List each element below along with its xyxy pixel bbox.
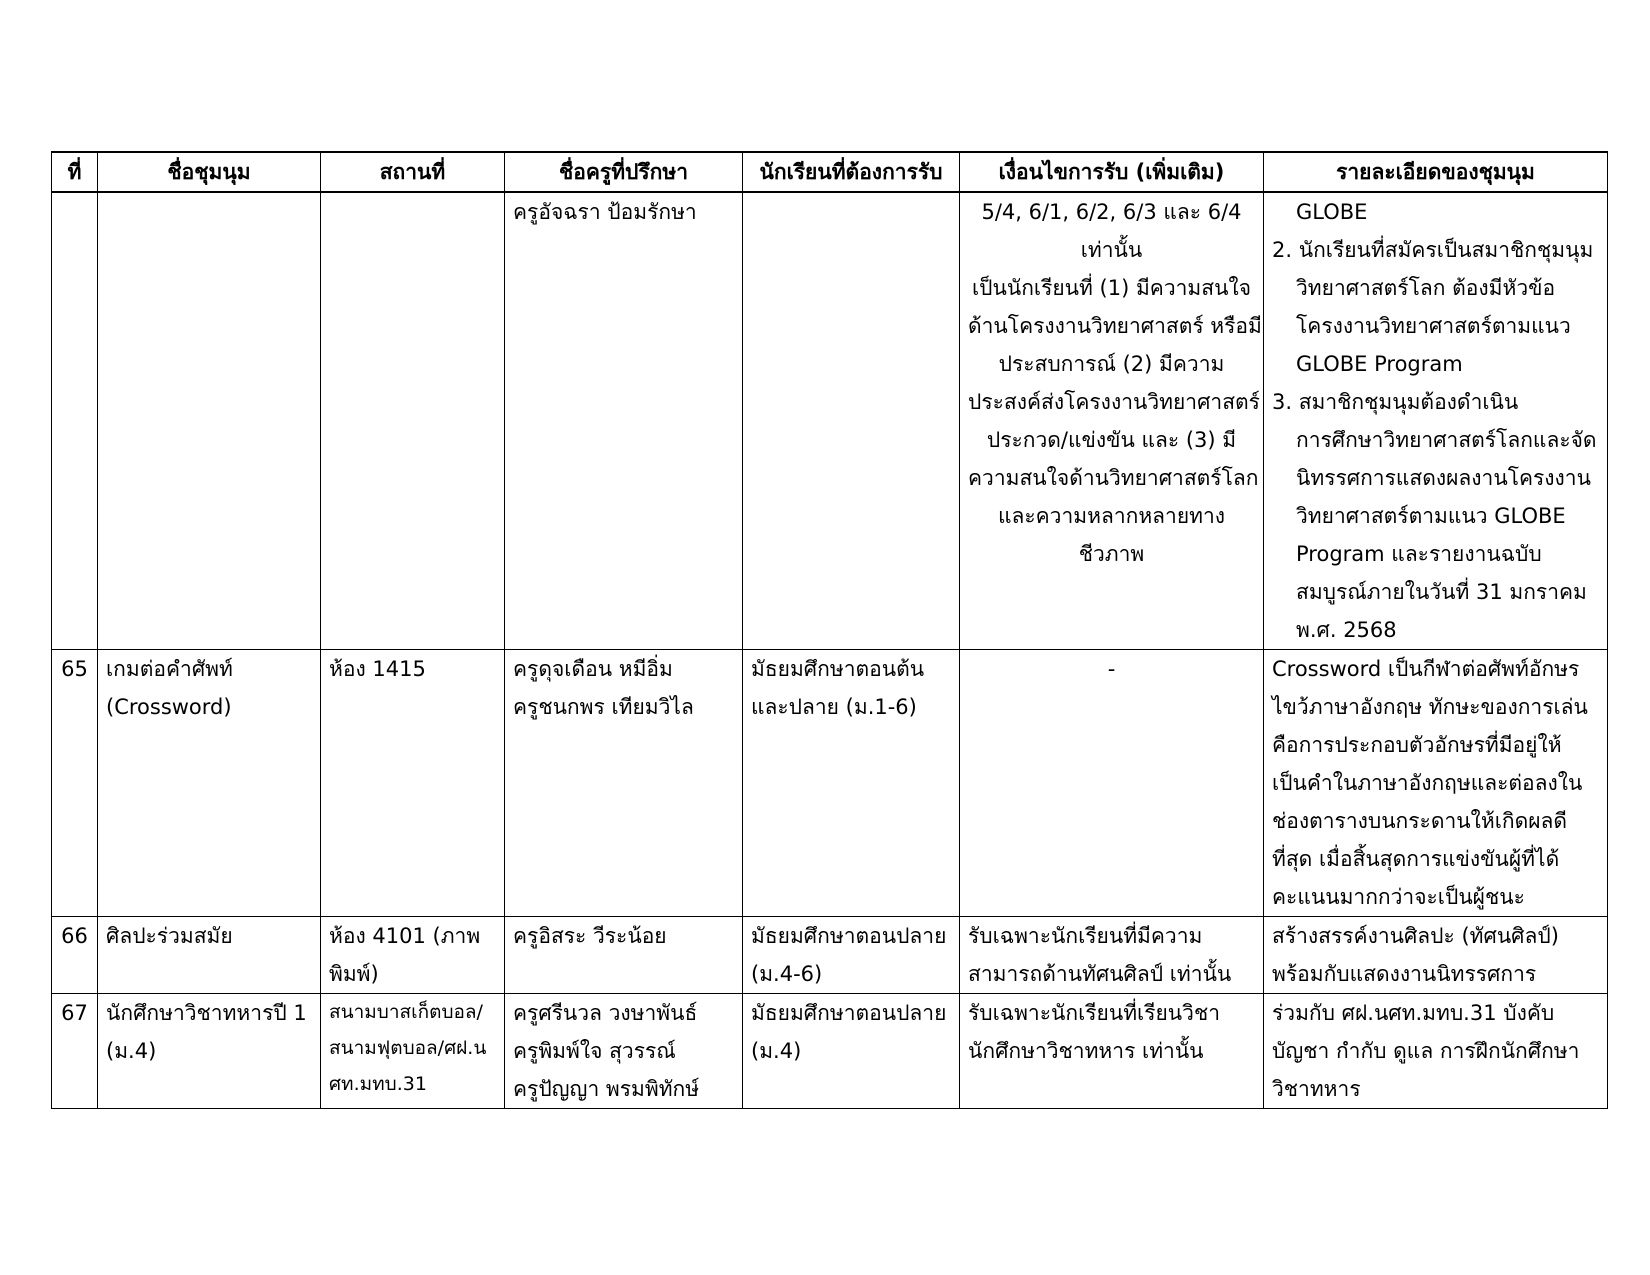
header-conditions: เงื่อนไขการรับ (เพิ่มเติม) <box>960 152 1264 192</box>
header-students: นักเรียนที่ต้องการรับ <box>743 152 960 192</box>
cell-place <box>321 917 505 994</box>
detail-line: คะแนนมากกว่าจะเป็นผู้ชนะ <box>1272 885 1525 909</box>
detail-line: 3. สมาชิกชุมนุมต้องดำเนิน <box>1272 390 1519 414</box>
condition-line: รับเฉพาะนักเรียนที่มีความ <box>968 924 1203 948</box>
condition-line: ประสบการณ์ (2) มีความ <box>998 352 1225 376</box>
cell-conditions <box>960 192 1264 650</box>
detail-line: ร่วมกับ ศฝ.นศท.มทบ.31 บังคับ <box>1272 1001 1555 1025</box>
cell-details <box>1264 917 1608 994</box>
detail-line: Program และรายงานฉบับ <box>1296 542 1542 566</box>
cell-conditions <box>960 650 1264 917</box>
cell-students <box>743 650 960 917</box>
header-advisors: ชื่อครูที่ปรึกษา <box>505 152 743 192</box>
condition-line: สามารถด้านทัศนศิลป์ เท่านั้น <box>968 962 1232 986</box>
detail-line: ไขว้ภาษาอังกฤษ ทักษะของการเล่น <box>1272 695 1588 719</box>
advisor-line: ครูศรีนวล วงษาพันธ์ <box>513 1001 698 1025</box>
header-place: สถานที่ <box>321 152 505 192</box>
detail-line: พร้อมกับแสดงงานนิทรรศการ <box>1272 962 1537 986</box>
advisor-line: ครูอัจฉรา ป้อมรักษา <box>513 200 697 224</box>
header-club-name: ชื่อชุมนุม <box>98 152 321 192</box>
cell-no: 65 <box>52 650 98 917</box>
detail-line: วิชาทหาร <box>1272 1077 1361 1101</box>
cell-advisors <box>505 917 743 994</box>
cell-advisors <box>505 650 743 917</box>
cell-club-name <box>98 192 321 650</box>
club-name-line: นักศึกษาวิชาทหารปี 1 <box>106 1001 307 1025</box>
cell-students <box>743 994 960 1109</box>
table-row <box>52 994 1608 1109</box>
detail-line: สมบูรณ์ภายในวันที่ 31 มกราคม <box>1296 580 1587 604</box>
students-line: มัธยมศึกษาตอนปลาย <box>751 1001 947 1025</box>
detail-line: คือการประกอบตัวอักษรที่มีอยู่ให้ <box>1272 733 1562 757</box>
students-line: (ม.4) <box>751 1039 802 1063</box>
cell-students <box>743 192 960 650</box>
club-name-line: เกมต่อคำศัพท์ <box>106 657 233 681</box>
club-name-line: (ม.4) <box>106 1039 157 1063</box>
condition-line: ชีวภาพ <box>1078 542 1145 566</box>
students-line: และปลาย (ม.1-6) <box>751 695 917 719</box>
detail-line: เป็นคำในภาษาอังกฤษและต่อลงใน <box>1272 771 1583 795</box>
condition-line: และความหลากหลายทาง <box>997 504 1226 528</box>
detail-line: GLOBE Program <box>1296 352 1463 376</box>
advisor-line: ครูดุจเดือน หมีอิ่ม <box>513 657 673 681</box>
detail-line: พ.ศ. 2568 <box>1296 618 1397 642</box>
place-line: ห้อง 1415 <box>329 657 426 681</box>
advisor-line: ครูปัญญา พรมพิทักษ์ <box>513 1077 700 1101</box>
cell-place <box>321 994 505 1109</box>
table-row <box>52 917 1608 994</box>
advisor-line: ครูอิสระ วีระน้อย <box>513 924 667 948</box>
condition-line: ด้านโครงงานวิทยาศาสตร์ หรือมี <box>968 314 1262 338</box>
place-line: ศท.มทบ.31 <box>329 1073 427 1095</box>
cell-details <box>1264 650 1608 917</box>
condition-line: นักศึกษาวิชาทหาร เท่านั้น <box>968 1039 1204 1063</box>
detail-line: การศึกษาวิทยาศาสตร์โลกและจัด <box>1296 428 1597 452</box>
cell-club-name <box>98 994 321 1109</box>
cell-club-name <box>98 917 321 994</box>
condition-line: - <box>1107 657 1116 681</box>
students-line: มัธยมศึกษาตอนต้น <box>751 657 925 681</box>
students-line: มัธยมศึกษาตอนปลาย <box>751 924 947 948</box>
condition-line: เท่านั้น <box>1080 238 1143 262</box>
club-name-line: (Crossword) <box>106 695 232 719</box>
club-name-line: ศิลปะร่วมสมัย <box>106 924 233 948</box>
detail-line: สร้างสรรค์งานศิลปะ (ทัศนศิลป์) <box>1272 924 1559 948</box>
condition-line: ความสนใจด้านวิทยาศาสตร์โลก <box>968 466 1259 490</box>
condition-line: รับเฉพาะนักเรียนที่เรียนวิชา <box>968 1001 1220 1025</box>
table-row <box>52 192 1608 650</box>
cell-no <box>52 192 98 650</box>
cell-no: 66 <box>52 917 98 994</box>
table-row <box>52 650 1608 917</box>
condition-line: เป็นนักเรียนที่ (1) มีความสนใจ <box>971 276 1252 300</box>
place-line: สนามบาสเก็ตบอล/ <box>329 1001 483 1023</box>
header-no: ที่ <box>52 152 98 192</box>
place-line: สนามฟุตบอล/ศฝ.น <box>329 1037 487 1059</box>
detail-line: ที่สุด เมื่อสิ้นสุดการแข่งขันผู้ที่ได้ <box>1272 847 1560 871</box>
cell-no: 67 <box>52 994 98 1109</box>
place-line: พิมพ์) <box>329 962 379 986</box>
table-header-row <box>52 152 1608 192</box>
cell-club-name <box>98 650 321 917</box>
cell-conditions <box>960 917 1264 994</box>
detail-line: ช่องตารางบนกระดานให้เกิดผลดี <box>1272 809 1568 833</box>
detail-line: GLOBE <box>1296 200 1368 224</box>
advisor-line: ครูพิมพ์ใจ สุวรรณ์ <box>513 1039 676 1063</box>
cell-advisors <box>505 994 743 1109</box>
cell-conditions <box>960 994 1264 1109</box>
cell-place <box>321 192 505 650</box>
detail-line: Crossword เป็นกีฬาต่อศัพท์อักษร <box>1272 657 1580 681</box>
cell-students <box>743 917 960 994</box>
club-table <box>51 151 1608 1109</box>
header-details: รายละเอียดของชุมนุม <box>1264 152 1608 192</box>
cell-details <box>1264 192 1608 650</box>
condition-line: ประกวด/แข่งขัน และ (3) มี <box>986 428 1237 452</box>
detail-line: นิทรรศการแสดงผลงานโครงงาน <box>1296 466 1591 490</box>
cell-advisors <box>505 192 743 650</box>
place-line: ห้อง 4101 (ภาพ <box>329 924 481 948</box>
condition-line: 5/4, 6/1, 6/2, 6/3 และ 6/4 <box>981 200 1242 224</box>
detail-line: วิทยาศาสตร์ตามแนว GLOBE <box>1296 504 1566 528</box>
detail-line: บัญชา กำกับ ดูแล การฝึกนักศึกษา <box>1272 1039 1580 1063</box>
detail-line: 2. นักเรียนที่สมัครเป็นสมาชิกชุมนุม <box>1272 238 1594 262</box>
condition-line: ประสงค์ส่งโครงงานวิทยาศาสตร์ <box>968 390 1260 414</box>
cell-place <box>321 650 505 917</box>
students-line: (ม.4-6) <box>751 962 823 986</box>
detail-line: วิทยาศาสตร์โลก ต้องมีหัวข้อ <box>1296 276 1556 300</box>
detail-line: โครงงานวิทยาศาสตร์ตามแนว <box>1296 314 1571 338</box>
advisor-line: ครูชนกพร เทียมวิไล <box>513 695 694 719</box>
cell-details <box>1264 994 1608 1109</box>
